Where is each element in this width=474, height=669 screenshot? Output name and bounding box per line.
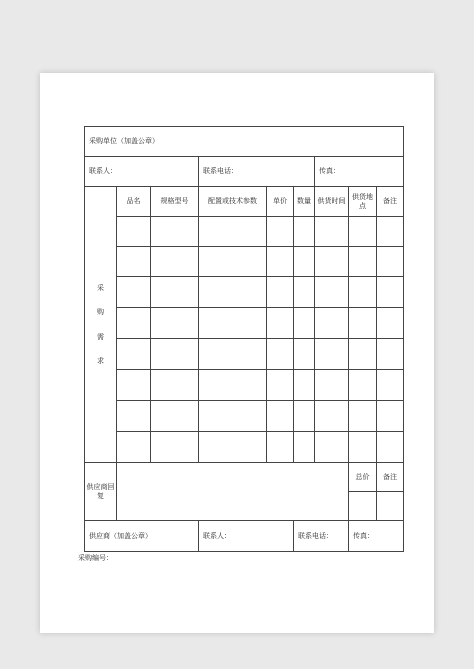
header-product-name: 品名 <box>117 187 151 217</box>
table-cell[interactable] <box>315 370 349 401</box>
table-cell[interactable] <box>117 277 151 308</box>
supplier-label: 供应商（加盖公章） <box>85 521 199 552</box>
table-cell[interactable] <box>267 217 294 247</box>
total-price-value[interactable] <box>349 492 377 521</box>
table-cell[interactable] <box>151 308 199 339</box>
table-cell[interactable] <box>294 277 315 308</box>
header-remarks: 备注 <box>377 187 404 217</box>
header-row <box>85 187 404 217</box>
table-cell[interactable] <box>199 308 267 339</box>
table-cell[interactable] <box>294 401 315 432</box>
purchase-code-label: 采购编号： <box>78 554 113 562</box>
table-cell[interactable] <box>267 370 294 401</box>
header-unit-price: 单价 <box>267 187 294 217</box>
table-cell[interactable] <box>315 432 349 463</box>
side-label-char: 采 <box>97 283 104 292</box>
table-cell[interactable] <box>151 370 199 401</box>
table-cell[interactable] <box>349 217 377 247</box>
table-cell[interactable] <box>377 217 404 247</box>
table-cell[interactable] <box>267 339 294 370</box>
table-cell[interactable] <box>377 401 404 432</box>
table-cell[interactable] <box>294 339 315 370</box>
supplier-contact-label: 联系人： <box>199 521 294 552</box>
table-cell[interactable] <box>349 339 377 370</box>
table-cell[interactable] <box>151 339 199 370</box>
table-cell[interactable] <box>349 370 377 401</box>
table-cell[interactable] <box>199 277 267 308</box>
table-cell[interactable] <box>349 277 377 308</box>
header-model: 规格型号 <box>151 187 199 217</box>
supplier-row <box>85 521 404 552</box>
header-spec: 配置或技术参数 <box>199 187 267 217</box>
table-cell[interactable] <box>267 308 294 339</box>
table-row <box>85 308 404 339</box>
table-cell[interactable] <box>199 247 267 277</box>
table-cell[interactable] <box>199 401 267 432</box>
table-cell[interactable] <box>117 308 151 339</box>
table-row <box>85 432 404 463</box>
side-label-char: 求 <box>97 356 104 365</box>
reply-remark-value[interactable] <box>377 492 404 521</box>
table-cell[interactable] <box>377 432 404 463</box>
table-cell[interactable] <box>377 370 404 401</box>
table-cell[interactable] <box>117 432 151 463</box>
table-cell[interactable] <box>199 432 267 463</box>
table-row <box>85 247 404 277</box>
table-cell[interactable] <box>349 308 377 339</box>
table-cell[interactable] <box>377 247 404 277</box>
table-row <box>85 339 404 370</box>
table-cell[interactable] <box>199 370 267 401</box>
table-cell[interactable] <box>294 370 315 401</box>
table-cell[interactable] <box>315 277 349 308</box>
table-cell[interactable] <box>377 277 404 308</box>
header-quantity: 数量 <box>294 187 315 217</box>
table-row <box>85 277 404 308</box>
table-cell[interactable] <box>117 401 151 432</box>
table-cell[interactable] <box>315 247 349 277</box>
table-cell[interactable] <box>199 217 267 247</box>
contact-row <box>85 157 404 187</box>
table-cell[interactable] <box>267 432 294 463</box>
table-cell[interactable] <box>151 432 199 463</box>
total-price-label: 总价 <box>349 463 377 492</box>
purchaser-unit-label: 采购单位（加盖公章） <box>85 127 404 157</box>
side-label-char: 购 <box>97 308 104 317</box>
table-cell[interactable] <box>315 217 349 247</box>
table-cell[interactable] <box>117 339 151 370</box>
table-cell[interactable] <box>315 339 349 370</box>
table-cell[interactable] <box>315 308 349 339</box>
phone-label: 联系电话： <box>199 157 315 187</box>
table-cell[interactable] <box>294 217 315 247</box>
contact-label: 联系人： <box>85 157 199 187</box>
table-cell[interactable] <box>199 339 267 370</box>
table-cell[interactable] <box>151 401 199 432</box>
table-cell[interactable] <box>267 247 294 277</box>
table-cell[interactable] <box>151 247 199 277</box>
header-delivery-place: 供货地点 <box>349 187 377 217</box>
table-cell[interactable] <box>151 217 199 247</box>
fax-label: 传真： <box>315 157 404 187</box>
purchase-demand-label <box>85 187 117 463</box>
table-cell[interactable] <box>349 247 377 277</box>
table-cell[interactable] <box>315 401 349 432</box>
table-row <box>85 370 404 401</box>
table-cell[interactable] <box>294 308 315 339</box>
supplier-reply-area[interactable] <box>117 463 349 521</box>
header-delivery-time: 供货时间 <box>315 187 349 217</box>
supplier-fax-label: 传真： <box>349 521 404 552</box>
supplier-reply-label: 供应商回复 <box>85 463 117 521</box>
table-row <box>85 401 404 432</box>
table-cell[interactable] <box>267 401 294 432</box>
table-cell[interactable] <box>294 247 315 277</box>
table-cell[interactable] <box>267 277 294 308</box>
table-cell[interactable] <box>349 401 377 432</box>
table-cell[interactable] <box>151 277 199 308</box>
supplier-phone-label: 联系电话： <box>294 521 349 552</box>
procurement-form-table <box>84 126 404 552</box>
table-row <box>85 217 404 247</box>
table-cell[interactable] <box>294 432 315 463</box>
table-cell[interactable] <box>117 247 151 277</box>
table-cell[interactable] <box>377 308 404 339</box>
table-cell[interactable] <box>117 370 151 401</box>
table-cell[interactable] <box>117 217 151 247</box>
supplier-reply-row <box>85 463 404 492</box>
table-cell[interactable] <box>349 432 377 463</box>
side-label-char: 需 <box>97 332 104 341</box>
table-cell[interactable] <box>377 339 404 370</box>
reply-remark-label: 备注 <box>377 463 404 492</box>
purchaser-unit-row <box>85 127 404 157</box>
